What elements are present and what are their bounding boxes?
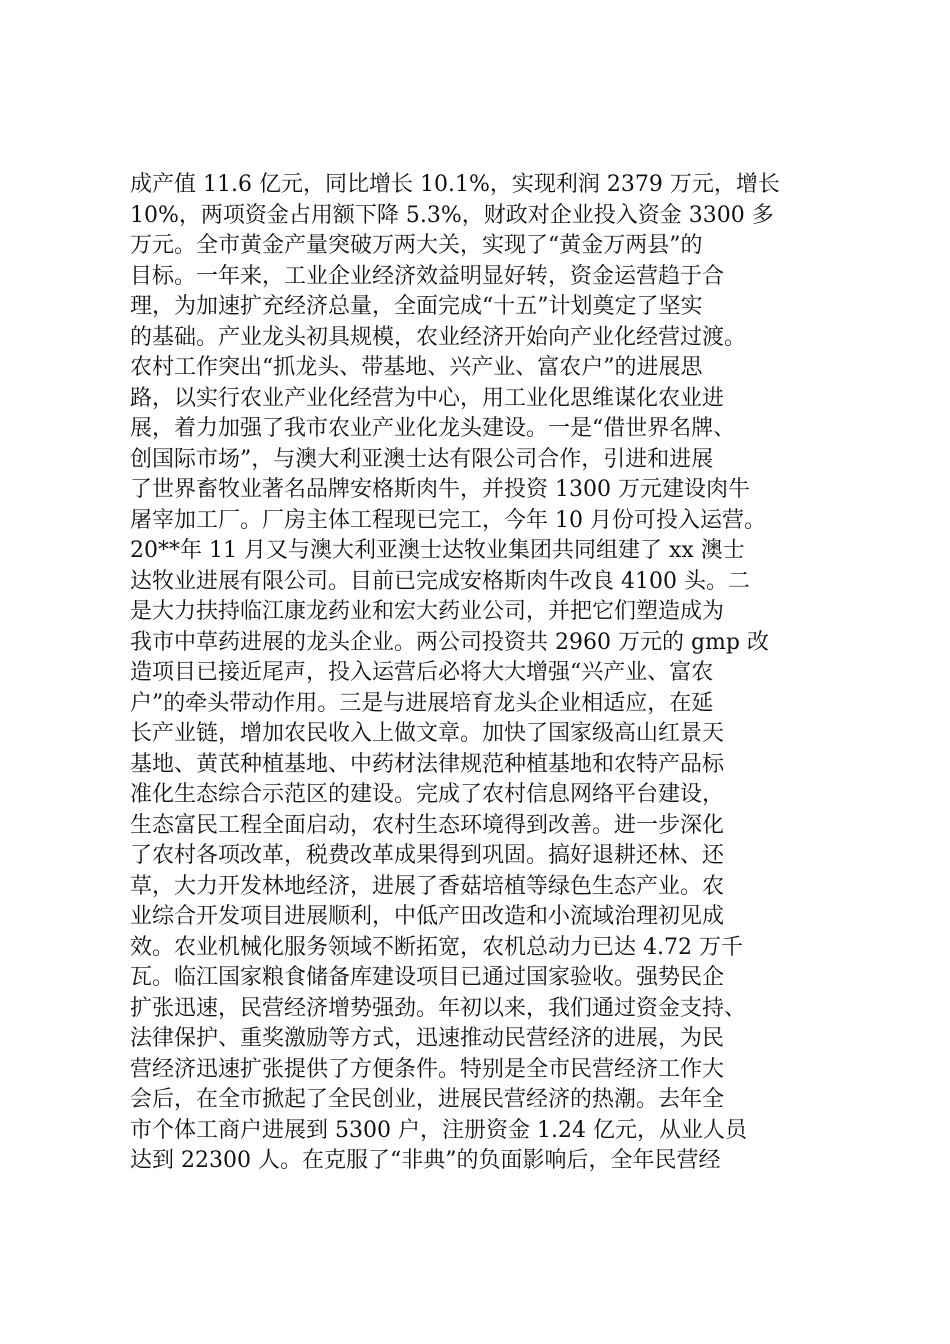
text-line: 万元。全市黄金产量突破万两大关，实现了“黄金万两县”的: [130, 233, 703, 258]
text-line: 瓦。临江国家粮食储备库建设项目已通过国家验收。强势民企: [130, 965, 725, 990]
text-line: 长产业链，增加农民收入上做文章。加快了国家级高山红景天: [130, 721, 725, 746]
text-line: 屠宰加工厂。厂房主体工程现已完工，今年 10 月份可投入运营。: [130, 507, 766, 533]
text-line: 会后，在全市掀起了全民创业，进展民营经济的热潮。去年全: [130, 1087, 725, 1112]
text-line: 的基础。产业龙头初具规模，农业经济开始向产业化经营过渡。: [130, 324, 747, 350]
text-line: 成产值 11.6 亿元，同比增长 10.1%，实现利润 2379 万元，增长: [130, 172, 780, 197]
text-line: 达到 22300 人。在克服了“非典”的负面影响后，全年民营经: [130, 1148, 721, 1173]
text-line: 效。农业机械化服务领域不断拓宽，农机总动力已达 4.72 万千: [130, 934, 743, 960]
text-line: 目标。一年来，工业企业经济效益明显好转，资金运营趋于合: [130, 263, 725, 289]
text-line: 草，大力开发林地经济，进展了香菇培植等绿色生态产业。农: [130, 873, 725, 899]
text-line: 了世界畜牧业著名品牌安格斯肉牛，并投资 1300 万元建设肉牛: [130, 477, 750, 502]
text-line: 基地、黄芪种植基地、中药材法律规范种植基地和农特产品标: [130, 751, 725, 777]
text-line: 了农村各项改革，税费改革成果得到巩固。搞好退耕还林、还: [130, 843, 725, 868]
text-line: 扩张迅速，民营经济增势强劲。年初以来，我们通过资金支持、: [130, 995, 747, 1021]
text-line: 10%，两项资金占用额下降 5.3%，财政对企业投入资金 3300 多: [130, 202, 774, 228]
text-line: 营经济迅速扩张提供了方便条件。特别是全市民营经济工作大: [130, 1056, 725, 1082]
text-line: 展，着力加强了我市农业产业化龙头建设。一是“借世界名牌、: [130, 416, 736, 441]
text-line: 路，以实行农业产业化经营为中心，用工业化思维谋化农业进: [130, 385, 725, 411]
text-line: 法律保护、重奖激励等方式，迅速推动民营经济的进展，为民: [130, 1026, 725, 1051]
text-line: 我市中草药进展的龙头企业。两公司投资共 2960 万元的 gmp 改: [130, 629, 769, 655]
text-line: 造项目已接近尾声，投入运营后必将大大增强“兴产业、富农: [130, 660, 714, 685]
text-line: 达牧业进展有限公司。目前已完成安格斯肉牛改良 4100 头。二: [130, 568, 750, 594]
body-paragraph: [130, 170, 850, 1177]
text-line: 准化生态综合示范区的建设。完成了农村信息网络平台建设，: [130, 782, 725, 807]
text-line: 户”的牵头带动作用。三是与进展培育龙头企业相适应，在延: [130, 690, 714, 716]
text-line: 是大力扶持临江康龙药业和宏大药业公司，并把它们塑造成为: [130, 599, 725, 624]
text-line: 市个体工商户进展到 5300 户，注册资金 1.24 亿元，从业人员: [130, 1117, 747, 1143]
text-line: 农村工作突出“抓龙头、带基地、兴产业、富农户”的进展思: [130, 355, 703, 380]
text-line: 业综合开发项目进展顺利，中低产田改造和小流域治理初见成: [130, 904, 725, 929]
text-line: 生态富民工程全面启动，农村生态环境得到改善。进一步深化: [130, 812, 725, 838]
text-line: 创国际市场”，与澳大利亚澳士达有限公司合作，引进和进展: [130, 446, 714, 472]
text-line: 理，为加速扩充经济总量，全面完成“十五”计划奠定了坚实: [130, 294, 703, 319]
text-line: 20**年 11 月又与澳大利亚澳士达牧业集团共同组建了 xx 澳士: [130, 538, 745, 563]
